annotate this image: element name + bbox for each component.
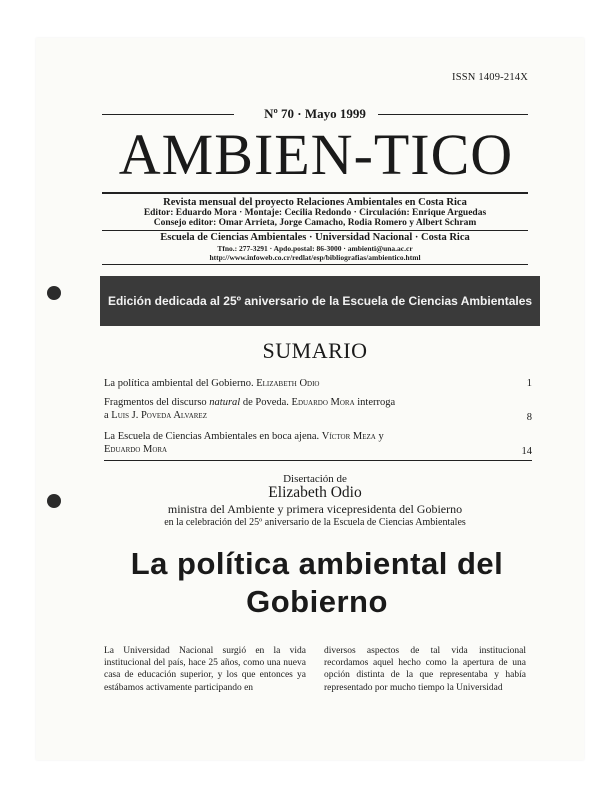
toc-item-title: La Escuela de Ciencias Ambientales en boca ajena. [104,431,320,442]
binder-hole-icon [47,286,61,300]
speech-occasion: en la celebración del 25º aniversario de la Escuela de Ciencias Ambientales [164,517,466,528]
issue-number: Nº 70 · Mayo 1999 [264,106,366,121]
toc-item-connector: a [104,410,112,421]
toc-item[interactable] [104,396,532,424]
headline-line: Gobierno [246,584,388,619]
toc-item-page: 14 [521,446,532,457]
toc-item-title: de Poveda. [240,397,289,408]
divider [104,460,532,461]
article-column-left [104,645,306,694]
toc-item-connector: y [375,431,384,442]
credits-board: Consejo editor: Omar Arrieta, Jorge Camacho, Rodia Romero y Albert Schram [153,218,477,228]
speaker-role: ministra del Ambiente y primera vicepresidenta del Gobierno [167,502,463,516]
website-link[interactable]: http://www.infoweb.co.cr/redlat/esp/bibliografias/ambientico.html [209,253,421,262]
divider [102,264,528,265]
toc-item[interactable] [104,377,532,391]
divider [102,192,528,194]
article-headline [94,545,540,621]
article-paragraph: La Universidad Nacional surgió en la vida institucional del país, hace 25 años, como una nueva casa de educación superior, y los que entonces ya estábamos activamente participando en [104,646,306,693]
binder-hole-icon [47,494,61,508]
toc-item-author: Eduardo Mora [104,444,168,455]
dissertation-label: Disertación de [283,473,347,485]
toc-item-page: 8 [526,412,532,423]
article-paragraph: diversos aspectos de tal vida institucional recordamos aquel hecho como la apertura de una opción distinta de la que representaba y había representado por mucho tiempo la Universidad [324,646,526,693]
article-column-right [324,645,526,694]
sumario-title: SUMARIO [262,338,368,363]
dedication-banner: Edición dedicada al 25º aniversario de la Escuela de Ciencias Ambientales [100,276,540,326]
toc-item-title: La política ambiental del Gobierno. [104,378,254,389]
rule-right [378,114,528,115]
toc-item-author: Luis J. Poveda Alvarez [111,410,207,421]
subtitle: Revista mensual del proyecto Relaciones Ambientales en Costa Rica [163,197,467,208]
divider [102,230,528,231]
contact: Tfno.: 277-3291 · Apdo.postal: 86-3000 · ambienti@una.ac.cr [217,244,413,253]
issn: ISSN 1409-214X [452,72,529,83]
toc-item-title-emphasis: natural [209,397,241,408]
toc-item-author: Elizabeth Odio [256,378,320,389]
toc-item-author: Víctor Meza [321,431,376,442]
credits-editor: Editor: Eduardo Mora · Montaje: Cecilia Redondo · Circulación: Enrique Arguedas [143,208,487,218]
headline-line: La política ambiental del [130,546,504,581]
institution: Escuela de Ciencias Ambientales · Universidad Nacional · Costa Rica [160,232,470,243]
toc-item[interactable] [104,430,532,458]
toc-item-author: Eduardo Mora [291,397,355,408]
toc-item-connector: interroga [354,397,396,408]
toc-item-page: 1 [526,378,532,389]
issue-line [102,106,528,122]
masthead: AMBIEN-TICO [118,122,514,187]
toc-item-title: Fragmentos del discurso [104,397,210,408]
speaker-name: Elizabeth Odio [268,484,362,501]
